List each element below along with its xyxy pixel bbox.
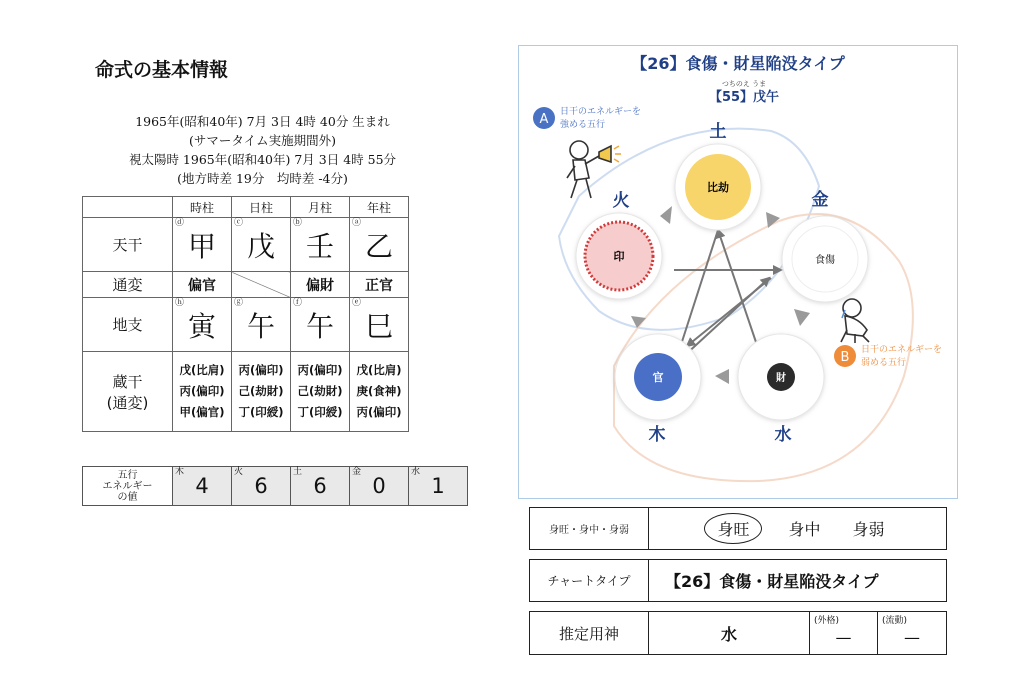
cell-mark: ⓒ (234, 218, 244, 228)
badge-a-text-2: 強める五行 (560, 120, 606, 130)
tsuhen-day-empty (232, 272, 291, 298)
zoukan-item: 甲(偏官) (179, 405, 225, 419)
element-fire: 火 (612, 191, 630, 211)
cell-mark: ⓗ (175, 298, 185, 308)
zoukan-item: 丙(偏印) (356, 405, 402, 419)
node-earth-label: 比劫 (707, 181, 729, 194)
header-month: 月柱 (291, 197, 350, 218)
zoukan-item: 己(劫財) (238, 384, 284, 398)
zoukan-label-sub: (通変) (106, 393, 149, 412)
header-year: 年柱 (350, 197, 409, 218)
tenkan-day (232, 218, 291, 272)
element-water: 水 (774, 425, 792, 445)
badge-b-text-2: 弱める五行 (861, 358, 907, 368)
tired-figure-icon (841, 299, 869, 343)
node-water-label: 財 (776, 373, 786, 384)
zoukan-month (291, 352, 350, 432)
zoukan-label (83, 352, 173, 432)
pillar-table (82, 196, 409, 432)
tenkan-year (350, 218, 409, 272)
cell-mark: ⓐ (352, 218, 362, 228)
diagram-title: 【26】食傷・財星陥没タイプ (631, 54, 845, 73)
zoukan-label-main: 蔵干 (112, 372, 143, 391)
cell-mark: ⓓ (175, 218, 185, 228)
zoukan-item: 丙(偏印) (179, 384, 225, 398)
element-name: 土 (293, 467, 303, 477)
chishi-char: 午 (246, 309, 275, 343)
chishi-char: 巳 (364, 309, 393, 343)
cell-mark: ⓕ (293, 298, 303, 308)
strength-option-shinchu: 身中 (788, 520, 821, 539)
ryudo-value: — (904, 628, 920, 647)
energy-earth (291, 467, 350, 506)
energy-value: 1 (431, 474, 445, 498)
zoukan-item: 丙(偏印) (297, 363, 343, 377)
chart-type-value: 【26】食傷・財星陥没タイプ (665, 572, 879, 591)
zoukan-item: 丁(印綬) (238, 405, 284, 419)
zoukan-day (232, 352, 291, 432)
node-wood-label: 官 (652, 371, 664, 384)
diagram-svg (519, 46, 957, 498)
tenkan-char: 甲 (187, 229, 216, 263)
zoukan-hour (173, 352, 232, 432)
tsuhen-label: 通変 (83, 272, 173, 298)
zoukan-item: 庚(食神) (356, 384, 402, 398)
energy-label-line: エネルギー (102, 480, 153, 492)
element-earth: 土 (709, 122, 727, 142)
chart-type-row (529, 559, 947, 602)
birth-line-2: (サマータイム実施期間外) (188, 133, 336, 148)
strength-row (529, 507, 947, 550)
energy-value: 4 (195, 474, 209, 498)
header-hour: 時柱 (173, 197, 232, 218)
badge-a-text-1: 日干のエネルギーを (560, 107, 642, 117)
ryudo-cell (878, 612, 946, 654)
diagram-ruby: つちのえ うま (721, 80, 767, 88)
chishi-char: 寅 (187, 309, 216, 343)
birth-line-1: 1965年(昭和40年) 7月 3日 4時 40分 生まれ (135, 114, 390, 129)
node-water (738, 334, 824, 420)
chishi-day (232, 298, 291, 352)
gaikaku-label: (外格) (814, 616, 840, 626)
chart-type-label: チャートタイプ (530, 560, 649, 601)
zoukan-item: 己(劫財) (297, 384, 343, 398)
tenkan-char: 乙 (364, 229, 393, 263)
strength-option-shinjaku: 身弱 (852, 520, 885, 539)
ryudo-label: (流動) (882, 616, 908, 626)
node-fire (576, 213, 662, 299)
yojin-label: 推定用神 (530, 612, 649, 654)
energy-metal (350, 467, 409, 506)
zoukan-item: 戊(比肩) (356, 363, 402, 377)
node-wood (615, 334, 701, 420)
gaikaku-value: — (835, 628, 852, 647)
node-metal-label: 食傷 (815, 255, 835, 266)
cell-mark: ⓔ (352, 298, 362, 308)
chishi-hour (173, 298, 232, 352)
chishi-char: 午 (305, 309, 334, 343)
node-metal (782, 216, 868, 302)
birth-line-4: (地方時差 19分 均時差 -4分) (177, 171, 348, 186)
node-earth (675, 144, 761, 230)
tenkan-month (291, 218, 350, 272)
element-name: 木 (175, 467, 185, 477)
node-fire-label: 印 (613, 250, 625, 263)
element-name: 金 (352, 467, 362, 477)
yojin-row (529, 611, 947, 655)
five-element-diagram (518, 45, 958, 499)
birth-line-3: 視太陽時 1965年(昭和40年) 7月 3日 4時 55分 (128, 152, 397, 167)
zoukan-item: 丁(印綬) (297, 405, 343, 419)
tsuhen-hour: 偏官 (173, 272, 232, 298)
tsuhen-month: 偏財 (291, 272, 350, 298)
chishi-month (291, 298, 350, 352)
cell-mark: ⓑ (293, 218, 303, 228)
header-blank (83, 197, 173, 218)
strength-option-shinou: 身旺 (704, 513, 762, 544)
zoukan-year (350, 352, 409, 432)
element-name: 水 (411, 467, 421, 477)
birth-info (95, 112, 430, 188)
energy-value: 6 (313, 474, 327, 498)
energy-value: 6 (254, 474, 268, 498)
energy-value: 0 (372, 474, 386, 498)
tenkan-char: 壬 (305, 229, 334, 263)
zoukan-item: 丙(偏印) (238, 363, 284, 377)
energy-label (83, 467, 173, 506)
element-metal: 金 (811, 190, 829, 210)
badge-b-text-1: 日干のエネルギーを (861, 345, 943, 355)
energy-label-line: 五行 (117, 469, 138, 481)
gaikaku-cell (810, 612, 878, 654)
element-wood: 木 (648, 425, 666, 445)
cell-mark: ⓖ (234, 298, 244, 308)
strength-label: 身旺・身中・身弱 (530, 508, 649, 549)
energy-wood (173, 467, 232, 506)
chishi-year (350, 298, 409, 352)
badge-a-letter: A (539, 112, 549, 127)
strength-options (649, 508, 946, 549)
energy-table (82, 466, 468, 506)
tenkan-hour (173, 218, 232, 272)
tenkan-label: 天干 (83, 218, 173, 272)
energy-fire (232, 467, 291, 506)
header-day: 日柱 (232, 197, 291, 218)
yojin-value: 水 (649, 612, 810, 654)
badge-b-letter: B (840, 350, 850, 365)
page-title: 命式の基本情報 (95, 59, 229, 81)
tenkan-char: 戊 (246, 229, 275, 263)
zoukan-item: 戊(比肩) (179, 363, 225, 377)
chishi-label: 地支 (83, 298, 173, 352)
diagram-subtitle: 【55】戊午 (708, 90, 780, 105)
energy-label-line: の値 (117, 491, 138, 503)
energy-water (409, 467, 468, 506)
element-name: 火 (234, 467, 244, 477)
tsuhen-year: 正官 (350, 272, 409, 298)
